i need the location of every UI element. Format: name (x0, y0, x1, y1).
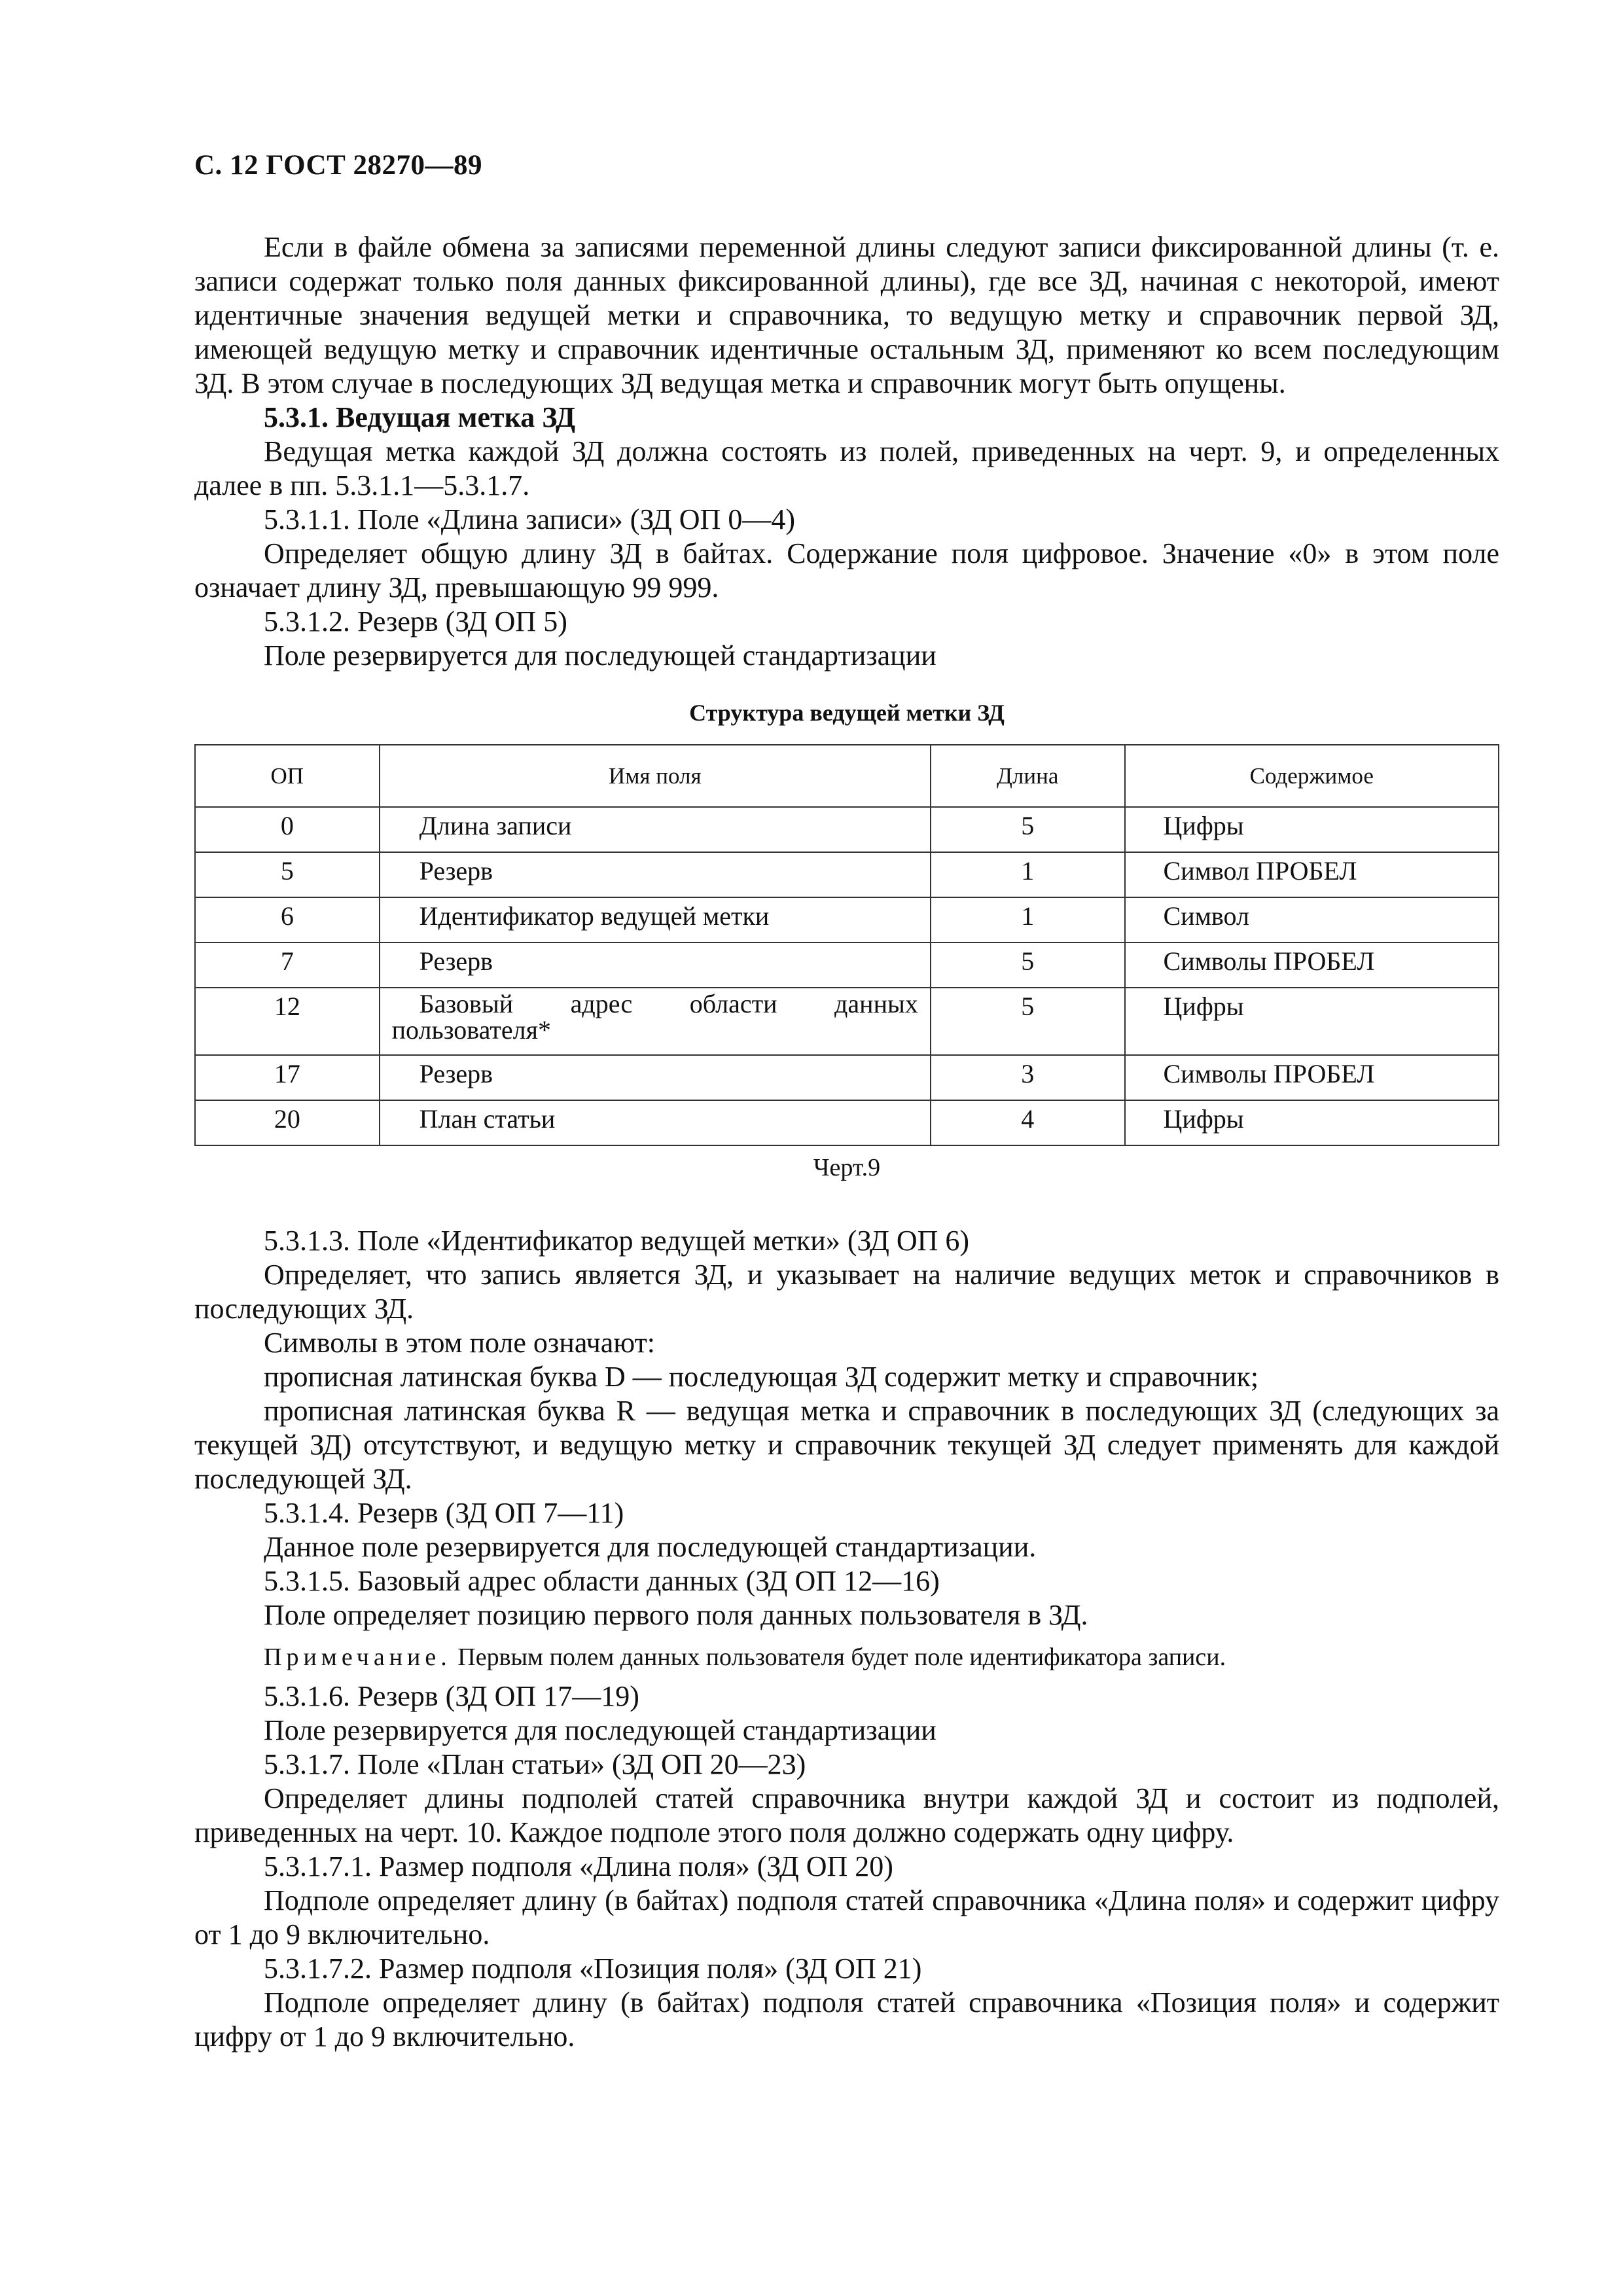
cell-name: План статьи (380, 1100, 931, 1145)
table-row (195, 897, 1499, 942)
cell-op: 20 (195, 1100, 380, 1145)
cell-name (380, 988, 931, 1055)
clause-5-3-1-7-1: 5.3.1.7.1. Размер подполя «Длина поля» (ЗД ОП 20) (264, 1850, 893, 1882)
cell-content: Цифры (1125, 1100, 1499, 1145)
column-header-length: Длина (931, 745, 1125, 807)
column-header-op: ОП (195, 745, 380, 807)
paragraph-reserved-17-19: Поле резервируется для последующей стандартизации (264, 1714, 936, 1746)
column-header-content: Содержимое (1125, 745, 1499, 807)
cell-length: 4 (931, 1100, 1125, 1145)
cell-op: 6 (195, 897, 380, 942)
cell-op: 0 (195, 807, 380, 852)
cell-content: Символы ПРОБЕЛ (1125, 942, 1499, 988)
paragraph-fixed-length-records: Если в файле обмена за записями переменной длины следуют записи фиксированной длины (т. е. записи содержат только поля данных фиксированной длины), где все ЗД, начиная с некоторой, имеют идентичные значения ведущей метки и справочника, то ведущую метку и справочник первой ЗД, имеющей ведущую метку и справочник идентичные остальным ЗД, применяют ко всем последующим ЗД. В этом случае в последующих ЗД ведущая метка и справочник могут быть опущены. (194, 231, 1499, 399)
paragraph-leader-structure: Ведущая метка каждой ЗД должна состоять из полей, приведенных на черт. 9, и определенных далее в пп. 5.3.1.1—5.3.1.7. (194, 435, 1499, 501)
paragraph-field-position-size: Подполе определяет длину (в байтах) подполя статей справочника «Позиция поля» и содержит цифру от 1 до 9 включительно. (194, 1986, 1499, 2053)
paragraph-field-length-size: Подполе определяет длину (в байтах) подполя статей справочника «Длина поля» и содержит цифру от 1 до 9 включительно. (194, 1884, 1499, 1950)
cell-length: 1 (931, 852, 1125, 897)
column-header-field-name: Имя поля (380, 745, 931, 807)
clause-5-3-1-5: 5.3.1.5. Базовый адрес области данных (ЗД ОП 12—16) (264, 1565, 940, 1597)
cell-name: Длина записи (380, 807, 931, 852)
cell-content: Цифры (1125, 988, 1499, 1055)
paragraph-reserved-7-11: Данное поле резервируется для последующей стандартизации. (264, 1531, 1037, 1563)
cell-name-line1: Базовый адрес области данных (419, 989, 918, 1018)
cell-content: Символы ПРОБЕЛ (1125, 1055, 1499, 1100)
clause-5-3-1-6: 5.3.1.6. Резерв (ЗД ОП 17—19) (264, 1680, 639, 1712)
clause-5-3-1-3: 5.3.1.3. Поле «Идентификатор ведущей метки» (ЗД ОП 6) (264, 1225, 970, 1257)
cell-content: Символ ПРОБЕЛ (1125, 852, 1499, 897)
paragraph-symbols-intro: Символы в этом поле означают: (264, 1327, 656, 1359)
cell-length: 3 (931, 1055, 1125, 1100)
section-heading-5-3-1: 5.3.1. Ведущая метка ЗД (264, 401, 576, 433)
cell-name: Резерв (380, 1055, 931, 1100)
cell-op: 7 (195, 942, 380, 988)
figure-caption: Черт.9 (813, 1154, 881, 1181)
table-row (195, 942, 1499, 988)
cell-op: 12 (195, 988, 380, 1055)
page-header: С. 12 ГОСТ 28270—89 (194, 150, 483, 181)
clause-5-3-1-7-2: 5.3.1.7.2. Размер подполя «Позиция поля» (ЗД ОП 21) (264, 1952, 922, 1984)
leader-structure-table (194, 744, 1499, 1146)
clause-5-3-1-2: 5.3.1.2. Резерв (ЗД ОП 5) (264, 605, 567, 637)
cell-name-line2: пользователя* (391, 1015, 551, 1045)
table-row (195, 1055, 1499, 1100)
note (194, 1640, 1499, 1674)
cell-content: Символ (1125, 897, 1499, 942)
cell-op: 5 (195, 852, 380, 897)
cell-length: 5 (931, 942, 1125, 988)
table-header-row (195, 745, 1499, 807)
cell-length: 5 (931, 807, 1125, 852)
paragraph-identifier-definition: Определяет, что запись является ЗД, и указывает на наличие ведущих меток и справочников в последующих ЗД. (194, 1259, 1499, 1325)
table-caption: Структура ведущей метки ЗД (689, 700, 1005, 726)
cell-content: Цифры (1125, 807, 1499, 852)
cell-length: 1 (931, 897, 1125, 942)
clause-5-3-1-7: 5.3.1.7. Поле «План статьи» (ЗД ОП 20—23) (264, 1748, 806, 1780)
note-text: Первым полем данных пользователя будет поле идентификатора записи. (457, 1643, 1226, 1671)
paragraph-record-length: Определяет общую длину ЗД в байтах. Содержание поля цифровое. Значение «0» в этом поле означает длину ЗД, превышающую 99 999. (194, 537, 1499, 603)
cell-name: Идентификатор ведущей метки (380, 897, 931, 942)
clause-5-3-1-1: 5.3.1.1. Поле «Длина записи» (ЗД ОП 0—4) (264, 503, 796, 535)
paragraph-base-address: Поле определяет позицию первого поля данных пользователя в ЗД. (264, 1599, 1088, 1631)
paragraph-article-plan: Определяет длины подполей статей справочника внутри каждой ЗД и состоит из подполей, приведенных на черт. 10. Каждое подполе этого поля должно содержать одну цифру. (194, 1782, 1499, 1848)
table-row (195, 988, 1499, 1055)
clause-5-3-1-4: 5.3.1.4. Резерв (ЗД ОП 7—11) (264, 1497, 624, 1529)
body-section (194, 1224, 1499, 2054)
table-row (195, 807, 1499, 852)
cell-op: 17 (195, 1055, 380, 1100)
paragraph-letter-d: прописная латинская буква D — последующая ЗД содержит метку и справочник; (264, 1361, 1259, 1393)
paragraph-letter-r: прописная латинская буква R — ведущая метка и справочник в последующих ЗД (следующих за текущей ЗД) отсутствуют, и ведущую метку и справочник текущей ЗД следует применять для каждой последующей ЗД. (194, 1395, 1499, 1495)
cell-length: 5 (931, 988, 1125, 1055)
paragraph-reserved-5: Поле резервируется для последующей стандартизации (264, 639, 936, 672)
cell-name: Резерв (380, 942, 931, 988)
cell-name: Резерв (380, 852, 931, 897)
note-label: Примечание. (264, 1643, 452, 1671)
table-row (195, 852, 1499, 897)
table-row (195, 1100, 1499, 1145)
intro-section (194, 230, 1499, 673)
